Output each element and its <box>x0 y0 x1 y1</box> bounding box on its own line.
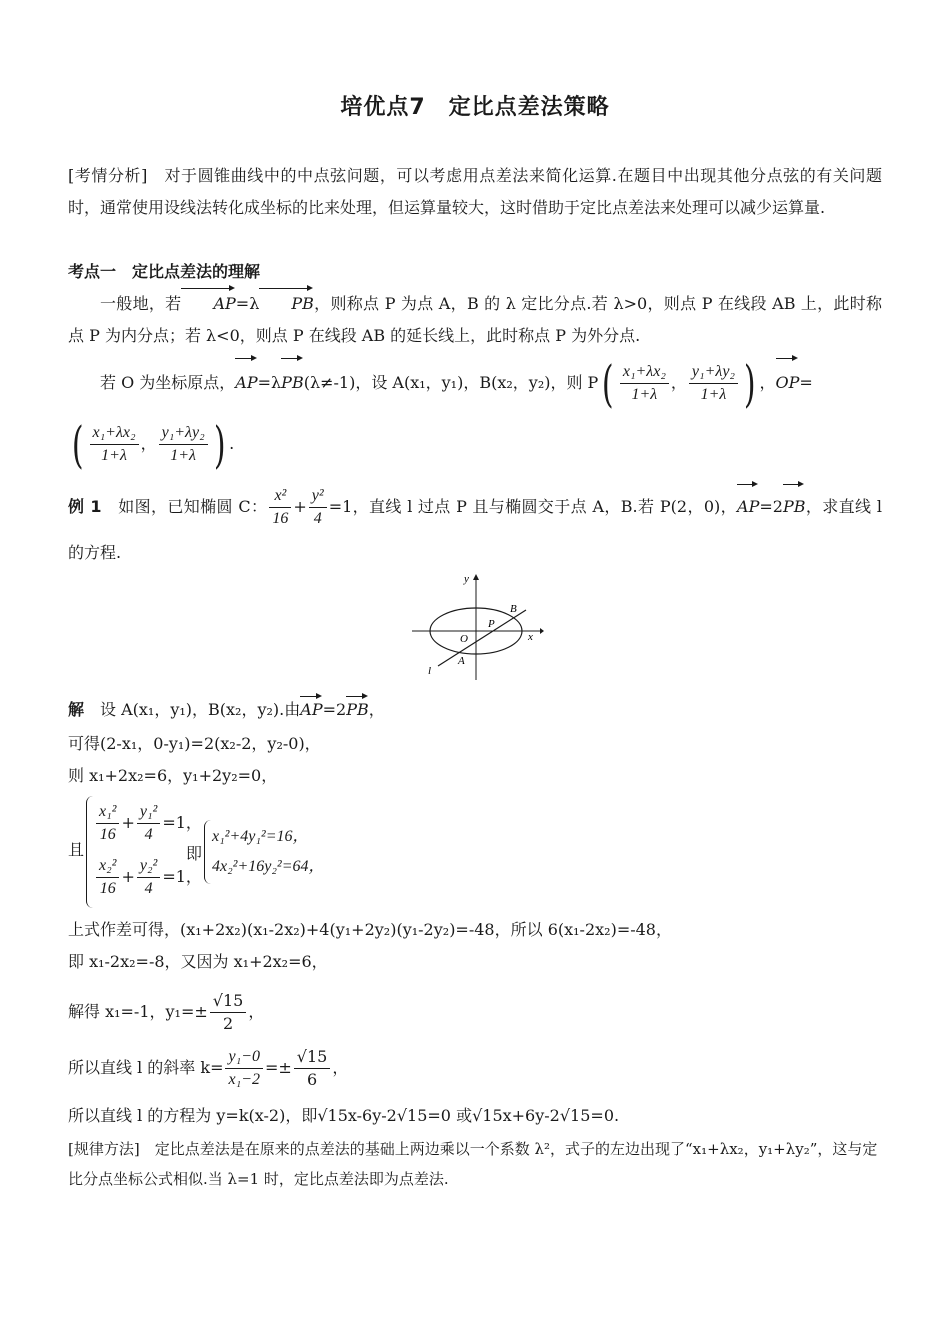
fraction-y2-den: 1+λ <box>170 447 196 464</box>
fraction-y2-num: y₁+λy₂ <box>159 422 208 445</box>
ellipse-y-num: y² <box>309 485 327 508</box>
fraction-y-num: y₁+λy₂ <box>689 361 738 384</box>
slope-value-frac <box>294 1046 331 1091</box>
slope-value-num: √15 <box>294 1046 331 1069</box>
ellipse-figure <box>408 568 544 684</box>
example-text-mid: =1，直线 l 过点 P 且与椭圆交于点 A，B.若 P(2，0)， <box>328 497 738 516</box>
brace-left <box>86 796 93 908</box>
solution-l1-end: ， <box>368 700 385 719</box>
system-1-row-2: $\frac{\text{x₂²}}{16}$ + $\frac{\text{y₂²}}{4}$ =1， <box>94 850 202 904</box>
ellipse-y-den: 4 <box>313 510 322 527</box>
sys2-y-num: y₂² <box>137 855 160 878</box>
label-l: l <box>428 665 432 677</box>
vector-pb-3: PB <box>783 484 806 530</box>
right-paren: ) <box>743 354 756 413</box>
section-title: 考点一 定比点差法的理解 <box>68 262 261 281</box>
system-2 <box>212 822 325 882</box>
fraction-x-num: x₁+λx₂ <box>620 361 669 384</box>
formula-text-start: 若 O 为坐标原点， <box>100 373 236 392</box>
fraction-y-2 <box>159 422 208 467</box>
sys2-x-den: 16 <box>99 880 116 897</box>
sys1-y-num: y₁² <box>137 801 160 824</box>
ie-label: 即 <box>186 844 203 863</box>
rule-text: 定比点差法是在原来的点差法的基础上两边乘以一个系数 λ²，式子的左边出现了“x₁+λx₂，y₁+λy₂”，这与定比分点坐标公式相似.当 λ=1 时，定比点差法即为点差法. <box>68 1140 878 1188</box>
right-paren-2: ) <box>213 415 226 474</box>
ellipse-x-frac <box>269 485 291 530</box>
solution-line-2: 可得(2-x₁，0-y₁)=2(x₂-2，y₂-0)， <box>68 734 321 753</box>
slope-eq: =± <box>264 1058 292 1077</box>
ellipse-x-den: 16 <box>272 510 289 527</box>
formula-paragraph: 若 O 为坐标原点，AP=λPB(λ≠-1)，设 A(x₁，y₁)，B(x₂，y₂)，则 P( $\frac{\text{x₁+λx₂}}{1+\lambda}$ ， $\frac{\text{y₁+λy₂}}{1+\lambda}$ ) ，OP= <box>100 354 813 413</box>
solution-line-4: 上式作差可得，(x₁+2x₂)(x₁-2x₂)+4(y₁+2y₂)(y₁-2y₂)=-48，所以 6(x₁-2x₂)=-48， <box>68 920 672 939</box>
vector-ap: AP <box>181 288 235 320</box>
example-text-end: ，求直线 l 的方程. <box>68 497 882 562</box>
fraction-x-2 <box>90 422 139 467</box>
slope-num: y₁−0 <box>225 1046 262 1069</box>
vector-ap-3: AP <box>737 484 759 530</box>
analysis-paragraph <box>68 160 882 224</box>
formula-eq: = <box>799 373 813 392</box>
vector-pb: PB <box>259 288 314 320</box>
system-2-row-1: x₁²+4y₁²=16， <box>212 828 309 845</box>
y1-frac <box>210 990 247 1035</box>
fraction-x-den: 1+λ <box>631 386 658 403</box>
vector-pb-4: PB <box>346 696 369 724</box>
slope-den: x₁−2 <box>228 1071 260 1088</box>
left-paren-2: ( <box>71 415 84 474</box>
y1-num: √15 <box>210 990 247 1013</box>
example-paragraph: 例 1 如图，已知椭圆 C： $\frac{\text{x²}}{16}$ + $\frac{\text{y²}}{4}$ =1，直线 l 过点 P 且与椭圆交于点 A，B.若 P(2，0)，AP=2PB，求直线 l 的方程. <box>68 484 882 576</box>
definition-paragraph <box>68 288 882 352</box>
system-2-row-2: 4x₂²+16y₂²=64， <box>212 858 325 875</box>
sys1-x-num: x₁² <box>96 801 119 824</box>
fraction-x2-den: 1+λ <box>101 447 127 464</box>
solution-line-6 <box>68 990 264 1035</box>
sys2-eq: =1， <box>162 867 202 886</box>
formula-continuation: ( $\frac{\text{x₁+λx₂}}{1+\lambda}$ ， $\frac{\text{y₁+λy₂}}{1+\lambda}$ ) . <box>71 415 235 474</box>
solution-line-7 <box>68 1046 348 1091</box>
sys1-eq: =1， <box>162 813 202 832</box>
system-1-row-1: $\frac{\text{x₁²}}{16}$ + $\frac{\text{y₁²}}{4}$ =1， <box>94 796 202 850</box>
solution-line-3: 则 x₁+2x₂=6，y₁+2y₂=0， <box>68 766 278 785</box>
solution-l1: 设 A(x₁，y₁)，B(x₂，y₂).由 <box>84 700 301 719</box>
ellipse-x-num: x² <box>269 485 291 508</box>
vector-ap-4: AP <box>300 696 322 724</box>
fraction-x <box>620 361 669 406</box>
sys1-y-den: 4 <box>144 826 153 843</box>
eq-two: =2 <box>759 497 783 516</box>
slope-text: 所以直线 l 的斜率 k= <box>68 1058 224 1077</box>
vector-pb-2: PB <box>281 358 304 408</box>
rule-label: [规律方法] <box>68 1140 140 1158</box>
analysis-label: [考情分析] <box>68 166 148 185</box>
slope-end: ， <box>332 1058 349 1077</box>
fraction-y <box>689 361 738 406</box>
example-label: 例 1 <box>68 497 102 516</box>
sys2-x-num: x₂² <box>96 855 119 878</box>
left-paren: ( <box>602 354 614 413</box>
and-label: 且 <box>68 840 85 859</box>
definition-text-start: 一般地，若 <box>100 294 182 313</box>
sys2-x-frac <box>96 855 119 900</box>
example-text-start: 如图，已知椭圆 C： <box>101 497 268 516</box>
page-title: 培优点7 定比点差法策略 <box>340 95 610 120</box>
solution-line-1 <box>68 696 385 724</box>
solution-l6-end: ， <box>248 1002 265 1021</box>
eq-two-2: =2 <box>322 700 347 719</box>
formula-comma: ， <box>759 373 776 392</box>
label-p: P <box>488 618 495 630</box>
label-o: O <box>460 633 468 645</box>
eq-lambda: =λ <box>235 294 260 313</box>
sys2-y-frac <box>137 855 160 900</box>
fraction-x2-num: x₁+λx₂ <box>90 422 139 445</box>
solution-line-5: 即 x₁-2x₂=-8，又因为 x₁+2x₂=6， <box>68 952 328 971</box>
ellipse-y-frac <box>309 485 327 530</box>
slope-frac <box>225 1046 262 1091</box>
y-axis-arrow <box>473 574 479 580</box>
rule-paragraph <box>68 1134 882 1194</box>
label-y: y <box>464 573 469 585</box>
label-a: A <box>458 655 465 667</box>
sys1-y-frac <box>137 801 160 846</box>
formula-text-mid: (λ≠-1)，设 A(x₁，y₁)，B(x₂，y₂)，则 P <box>303 373 599 392</box>
eq-lambda-2: =λ <box>257 373 282 392</box>
sys2-y-den: 4 <box>144 880 153 897</box>
solution-line-8: 所以直线 l 的方程为 y=k(x-2)，即√15x-6y-2√15=0 或√15x+6y-2√15=0. <box>68 1106 620 1125</box>
vector-ap-2: AP <box>235 358 257 408</box>
definition-text-end: ，则称点 P 为点 A，B 的 λ 定比分点.若 λ>0，则点 P 在线段 AB 上，此时称点 P 为内分点；若 λ<0，则点 P 在线段 AB 的延长线上，此时称点 P 为外分点. <box>68 294 882 345</box>
brace-right <box>204 820 211 884</box>
line-l <box>438 610 526 666</box>
fraction-y-den: 1+λ <box>700 386 727 403</box>
sys1-x-den: 16 <box>99 826 116 843</box>
label-x: x <box>528 631 533 643</box>
solution-l6-text: 解得 x₁=-1，y₁=± <box>68 1002 208 1021</box>
solution-label: 解 <box>68 700 85 719</box>
label-b: B <box>510 603 517 615</box>
vector-op: OP <box>776 358 800 408</box>
slope-value-den: 6 <box>306 1070 318 1089</box>
sys1-x-frac <box>96 801 119 846</box>
analysis-text: 对于圆锥曲线中的中点弦问题，可以考虑用点差法来简化运算.在题目中出现其他分点弦的有关问题时，通常使用设线法转化成坐标的比来处理，但运算量较大，这时借助于定比点差法来处理可以减少运算量. <box>68 166 882 217</box>
x-axis-arrow <box>540 628 544 634</box>
y1-den: 2 <box>222 1014 234 1033</box>
